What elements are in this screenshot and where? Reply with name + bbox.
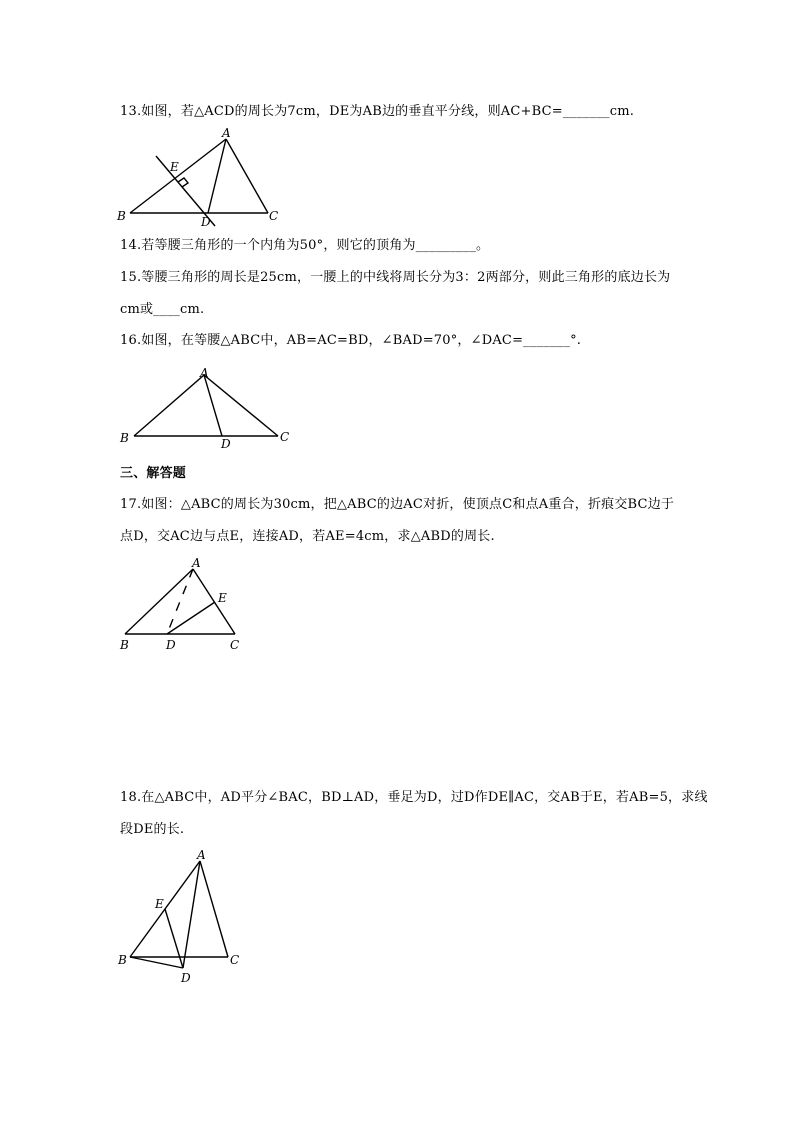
q13-label-b: B <box>117 209 126 223</box>
q17-label-e: E <box>218 591 227 605</box>
q16-segment-ad <box>204 375 222 436</box>
q16-text: 16.如图，在等腰△ABC中，AB=AC=BD，∠BAD=70°，∠DAC=_______°. <box>120 333 582 348</box>
q17-side-ac <box>193 569 235 634</box>
q18-segment-ad <box>183 861 200 968</box>
q16-side-ac <box>204 375 278 436</box>
q16-label-d: D <box>221 437 231 451</box>
q18-side-ac <box>200 861 228 957</box>
q17-text-line1: 17.如图：△ABC的周长为30cm，把△ABC的边AC对折，使顶点C和点A重合，折痕交BC边于 <box>120 497 675 512</box>
q18-label-b: B <box>118 953 127 967</box>
q17-figure <box>110 555 260 655</box>
q16-label-a: A <box>200 366 209 380</box>
q18-text-line1: 18.在△ABC中，AD平分∠BAC，BD⊥AD，垂足为D，过D作DE∥AC，交AB于E，若AB=5，求线 <box>120 790 708 805</box>
q16-figure <box>110 360 300 455</box>
q13-side-ab <box>130 139 226 213</box>
q18-figure <box>110 845 250 990</box>
q18-label-d: D <box>181 971 191 985</box>
q16-side-ab <box>134 375 204 436</box>
q13-right-angle-mark <box>178 178 188 187</box>
q13-side-ac <box>226 139 268 213</box>
q18-segment-bd <box>130 957 183 968</box>
q18-text-line2: 段DE的长. <box>120 822 185 837</box>
q15-text-line1: 15.等腰三角形的周长是25cm，一腰上的中线将周长分为3：2两部分，则此三角形的底边长为 <box>120 270 671 285</box>
q16-label-b: B <box>120 431 129 445</box>
q17-label-a: A <box>192 556 201 570</box>
q17-dashed-segment-ad <box>167 569 193 634</box>
q13-label-c: C <box>269 209 279 223</box>
q18-label-a: A <box>197 848 206 862</box>
q14-text: 14.若等腰三角形的一个内角为50°，则它的顶角为_________。 <box>120 238 490 253</box>
section-heading: 三、解答题 <box>120 466 187 481</box>
q13-label-a: A <box>222 126 231 140</box>
q13-text: 13.如图，若△ACD的周长为7cm，DE为AB边的垂直平分线，则AC+BC=_______cm. <box>120 104 635 119</box>
q17-fold-line-de <box>167 602 215 634</box>
q18-label-c: C <box>230 953 240 967</box>
q15-text-line2: cm或____cm. <box>120 302 205 317</box>
q18-segment-de <box>165 909 183 968</box>
q17-label-b: B <box>120 638 129 652</box>
q18-label-e: E <box>155 897 164 911</box>
q16-label-c: C <box>280 430 290 444</box>
q17-label-c: C <box>230 638 240 652</box>
q13-figure <box>110 125 290 230</box>
q13-label-e: E <box>170 160 179 174</box>
q17-label-d: D <box>166 638 176 652</box>
q13-label-d: D <box>201 215 211 229</box>
q17-text-line2: 点D，交AC边与点E，连接AD，若AE=4cm，求△ABD的周长. <box>120 529 495 544</box>
